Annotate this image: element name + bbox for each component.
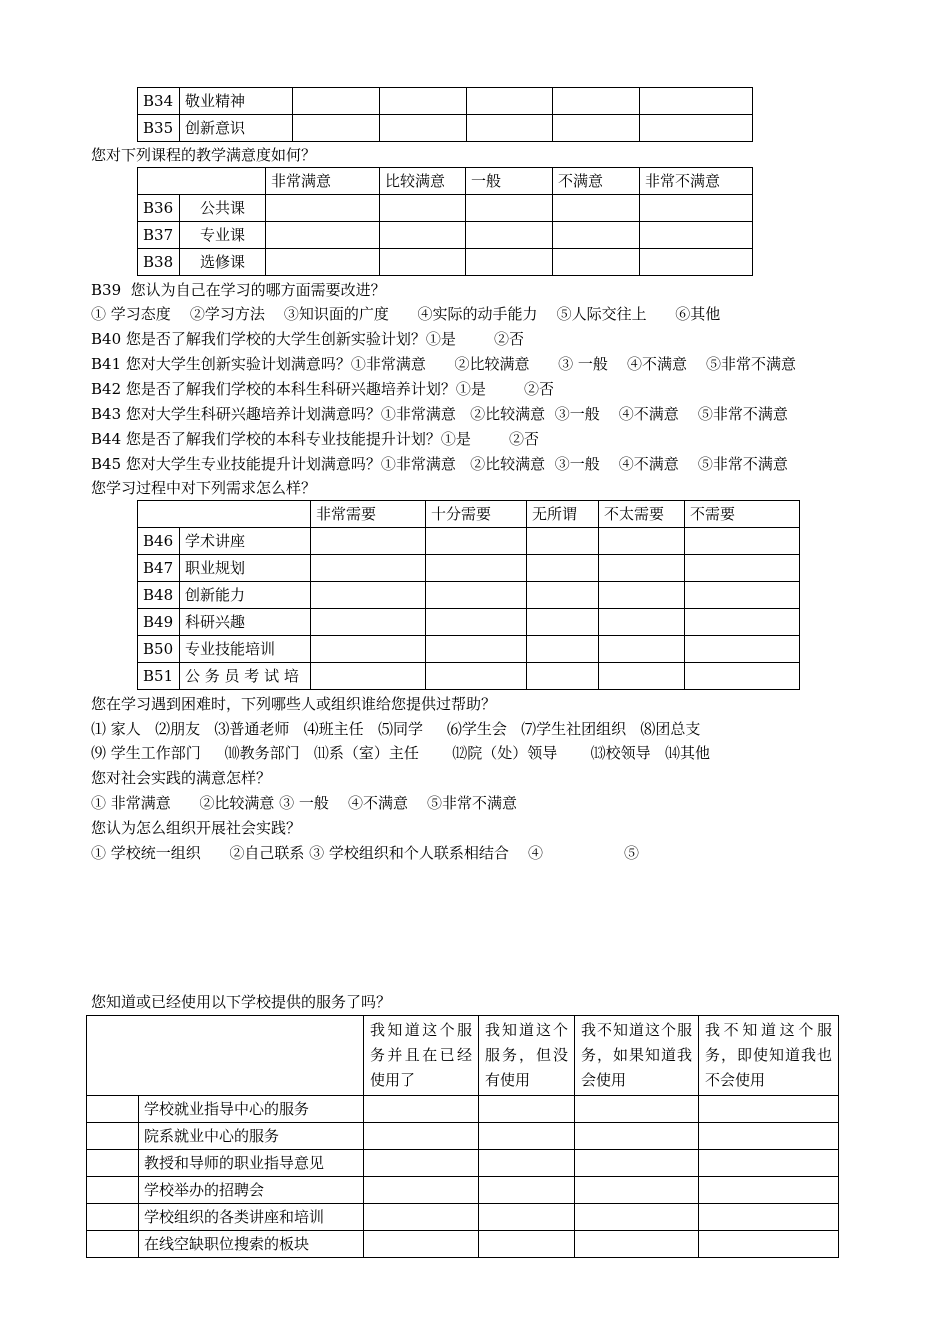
answer-cell[interactable] bbox=[311, 636, 426, 663]
answer-cell[interactable] bbox=[266, 222, 380, 249]
row-code: B50 bbox=[138, 636, 180, 663]
row-code: B38 bbox=[138, 249, 180, 276]
answer-cell[interactable] bbox=[699, 1231, 839, 1258]
answer-cell[interactable] bbox=[364, 1096, 479, 1123]
row-label: 学校就业指导中心的服务 bbox=[139, 1096, 364, 1123]
answer-cell[interactable] bbox=[426, 609, 527, 636]
question-line: B43 您对大学生科研兴趣培养计划满意吗？①非常满意 ②比较满意 ③一般 ④不满意 ⑤非常不满意 bbox=[91, 405, 788, 423]
answer-cell[interactable] bbox=[467, 88, 553, 115]
column-header: 十分需要 bbox=[426, 501, 527, 528]
row-index-blank bbox=[87, 1177, 139, 1204]
header-row bbox=[138, 168, 753, 195]
question-line: ① 学习态度 ②学习方法 ③知识面的广度 ④实际的动手能力 ⑤人际交往上 ⑥其他 bbox=[91, 305, 721, 323]
row-label: 在线空缺职位搜索的板块 bbox=[139, 1231, 364, 1258]
table-row bbox=[138, 88, 753, 115]
question-line: 您认为怎么组织开展社会实践？ bbox=[91, 819, 302, 837]
answer-cell[interactable] bbox=[685, 528, 800, 555]
row-code: B46 bbox=[138, 528, 180, 555]
row-label: 公 务 员 考 试 培 bbox=[180, 663, 311, 690]
answer-cell[interactable] bbox=[479, 1096, 575, 1123]
answer-cell[interactable] bbox=[364, 1123, 479, 1150]
question-line: B40 您是否了解我们学校的大学生创新实验计划？①是 ②否 bbox=[91, 330, 525, 348]
answer-cell[interactable] bbox=[699, 1096, 839, 1123]
answer-cell[interactable] bbox=[575, 1150, 699, 1177]
header-blank bbox=[87, 1016, 364, 1096]
answer-cell[interactable] bbox=[553, 115, 640, 142]
table-row bbox=[87, 1177, 839, 1204]
answer-cell[interactable] bbox=[266, 249, 380, 276]
table-row bbox=[138, 663, 800, 690]
question-line: ① 非常满意 ②比较满意 ③ 一般 ④不满意 ⑤非常不满意 bbox=[91, 794, 518, 812]
answer-cell[interactable] bbox=[527, 555, 599, 582]
answer-cell[interactable] bbox=[575, 1204, 699, 1231]
row-label: 敬业精神 bbox=[180, 88, 293, 115]
row-index-blank bbox=[87, 1231, 139, 1258]
table-qualities bbox=[137, 87, 753, 142]
table-row bbox=[87, 1150, 839, 1177]
question-line: B44 您是否了解我们学校的本科专业技能提升计划？①是 ②否 bbox=[91, 430, 540, 448]
answer-cell[interactable] bbox=[426, 555, 527, 582]
answer-cell[interactable] bbox=[364, 1204, 479, 1231]
row-label: 创新意识 bbox=[180, 115, 293, 142]
row-index-blank bbox=[87, 1150, 139, 1177]
answer-cell[interactable] bbox=[685, 555, 800, 582]
answer-cell[interactable] bbox=[364, 1231, 479, 1258]
answer-cell[interactable] bbox=[479, 1150, 575, 1177]
answer-cell[interactable] bbox=[426, 636, 527, 663]
header-row bbox=[87, 1016, 839, 1096]
row-label: 学术讲座 bbox=[180, 528, 311, 555]
question-line: B39 您认为自己在学习的哪方面需要改进？ bbox=[91, 281, 386, 299]
column-header: 我不知道这个服务，即使知道我也不会使用 bbox=[699, 1016, 839, 1096]
table-row bbox=[138, 115, 753, 142]
question-line: 您在学习遇到困难时，下列哪些人或组织谁给您提供过帮助？ bbox=[91, 695, 497, 713]
answer-cell[interactable] bbox=[599, 555, 685, 582]
row-label: 专业技能培训 bbox=[180, 636, 311, 663]
answer-cell[interactable] bbox=[479, 1204, 575, 1231]
column-header: 非常满意 bbox=[266, 168, 380, 195]
answer-cell[interactable] bbox=[640, 249, 753, 276]
row-code: B51 bbox=[138, 663, 180, 690]
table-row bbox=[138, 582, 800, 609]
row-label: 教授和导师的职业指导意见 bbox=[139, 1150, 364, 1177]
row-label: 学校组织的各类讲座和培训 bbox=[139, 1204, 364, 1231]
row-label: 公共课 bbox=[180, 195, 266, 222]
question-course-satisfaction: 您对下列课程的教学满意度如何？ bbox=[91, 146, 317, 164]
table-row bbox=[138, 609, 800, 636]
column-header: 比较满意 bbox=[380, 168, 466, 195]
answer-cell[interactable] bbox=[553, 222, 640, 249]
row-label: 创新能力 bbox=[180, 582, 311, 609]
question-line: ⑴ 家人 ⑵朋友 ⑶普通老师 ⑷班主任 ⑸同学 ⑹学生会 ⑺学生社团组织 ⑻团总支 bbox=[91, 720, 701, 738]
answer-cell[interactable] bbox=[699, 1177, 839, 1204]
answer-cell[interactable] bbox=[527, 582, 599, 609]
answer-cell[interactable] bbox=[311, 555, 426, 582]
question-line: 您学习过程中对下列需求怎么样？ bbox=[91, 479, 317, 497]
answer-cell[interactable] bbox=[364, 1150, 479, 1177]
row-index-blank bbox=[87, 1123, 139, 1150]
row-label: 院系就业中心的服务 bbox=[139, 1123, 364, 1150]
table-row bbox=[138, 636, 800, 663]
answer-cell[interactable] bbox=[311, 663, 426, 690]
answer-cell[interactable] bbox=[380, 222, 466, 249]
answer-cell[interactable] bbox=[380, 88, 467, 115]
answer-cell[interactable] bbox=[640, 88, 753, 115]
answer-cell[interactable] bbox=[575, 1123, 699, 1150]
answer-cell[interactable] bbox=[599, 663, 685, 690]
answer-cell[interactable] bbox=[527, 528, 599, 555]
answer-cell[interactable] bbox=[640, 195, 753, 222]
question-line: 您对社会实践的满意怎样？ bbox=[91, 769, 272, 787]
answer-cell[interactable] bbox=[466, 249, 553, 276]
answer-cell[interactable] bbox=[479, 1231, 575, 1258]
table-row bbox=[87, 1231, 839, 1258]
answer-cell[interactable] bbox=[640, 115, 753, 142]
answer-cell[interactable] bbox=[553, 195, 640, 222]
row-code: B47 bbox=[138, 555, 180, 582]
answer-cell[interactable] bbox=[426, 528, 527, 555]
question-line: ⑼ 学生工作部门 ⑽教务部门 ⑾系（室）主任 ⑿院（处）领导 ⒀校领导 ⒁其他 bbox=[91, 744, 710, 762]
answer-cell[interactable] bbox=[685, 582, 800, 609]
answer-cell[interactable] bbox=[293, 88, 380, 115]
answer-cell[interactable] bbox=[699, 1204, 839, 1231]
row-label: 学校举办的招聘会 bbox=[139, 1177, 364, 1204]
table-school-services bbox=[86, 1015, 839, 1258]
answer-cell[interactable] bbox=[599, 609, 685, 636]
answer-cell[interactable] bbox=[599, 636, 685, 663]
answer-cell[interactable] bbox=[685, 663, 800, 690]
row-label: 专业课 bbox=[180, 222, 266, 249]
row-code: B48 bbox=[138, 582, 180, 609]
question-school-services: 您知道或已经使用以下学校提供的服务了吗？ bbox=[91, 993, 392, 1011]
row-code: B37 bbox=[138, 222, 180, 249]
table-row bbox=[138, 249, 753, 276]
column-header: 非常不满意 bbox=[640, 168, 753, 195]
answer-cell[interactable] bbox=[380, 195, 466, 222]
column-header: 不需要 bbox=[685, 501, 800, 528]
column-header: 一般 bbox=[466, 168, 553, 195]
table-row bbox=[87, 1123, 839, 1150]
answer-cell[interactable] bbox=[479, 1177, 575, 1204]
header-blank bbox=[138, 501, 311, 528]
answer-cell[interactable] bbox=[466, 195, 553, 222]
row-code: B35 bbox=[138, 115, 180, 142]
column-header: 我知道这个服务并且在已经使用了 bbox=[364, 1016, 479, 1096]
answer-cell[interactable] bbox=[380, 249, 466, 276]
column-header: 不满意 bbox=[553, 168, 640, 195]
table-row bbox=[138, 222, 753, 249]
answer-cell[interactable] bbox=[426, 663, 527, 690]
answer-cell[interactable] bbox=[575, 1177, 699, 1204]
row-label: 科研兴趣 bbox=[180, 609, 311, 636]
table-row bbox=[138, 555, 800, 582]
answer-cell[interactable] bbox=[575, 1096, 699, 1123]
answer-cell[interactable] bbox=[699, 1150, 839, 1177]
answer-cell[interactable] bbox=[364, 1177, 479, 1204]
answer-cell[interactable] bbox=[527, 609, 599, 636]
answer-cell[interactable] bbox=[527, 663, 599, 690]
answer-cell[interactable] bbox=[527, 636, 599, 663]
header-row bbox=[138, 501, 800, 528]
column-header: 我不知道这个服务，如果知道我会使用 bbox=[575, 1016, 699, 1096]
answer-cell[interactable] bbox=[699, 1123, 839, 1150]
column-header: 无所谓 bbox=[527, 501, 599, 528]
answer-cell[interactable] bbox=[575, 1231, 699, 1258]
row-index-blank bbox=[87, 1096, 139, 1123]
column-header: 非常需要 bbox=[311, 501, 426, 528]
answer-cell[interactable] bbox=[266, 195, 380, 222]
table-learning-needs bbox=[137, 500, 800, 690]
row-code: B36 bbox=[138, 195, 180, 222]
question-line: B41 您对大学生创新实验计划满意吗？①非常满意 ②比较满意 ③ 一般 ④不满意 ⑤非常不满意 bbox=[91, 355, 797, 373]
table-row bbox=[87, 1204, 839, 1231]
answer-cell[interactable] bbox=[599, 528, 685, 555]
header-blank bbox=[138, 168, 266, 195]
row-label: 选修课 bbox=[180, 249, 266, 276]
table-course-satisfaction bbox=[137, 167, 753, 276]
row-index-blank bbox=[87, 1204, 139, 1231]
answer-cell[interactable] bbox=[685, 609, 800, 636]
row-code: B49 bbox=[138, 609, 180, 636]
answer-cell[interactable] bbox=[293, 115, 380, 142]
row-label: 职业规划 bbox=[180, 555, 311, 582]
column-header: 不太需要 bbox=[599, 501, 685, 528]
question-line: B45 您对大学生专业技能提升计划满意吗？①非常满意 ②比较满意 ③一般 ④不满意 ⑤非常不满意 bbox=[91, 455, 788, 473]
row-code: B34 bbox=[138, 88, 180, 115]
question-line: B42 您是否了解我们学校的本科生科研兴趣培养计划？①是 ②否 bbox=[91, 380, 555, 398]
answer-cell[interactable] bbox=[466, 222, 553, 249]
answer-cell[interactable] bbox=[311, 582, 426, 609]
table-row bbox=[138, 528, 800, 555]
table-row bbox=[87, 1096, 839, 1123]
column-header: 我知道这个服务，但没有使用 bbox=[479, 1016, 575, 1096]
answer-cell[interactable] bbox=[685, 636, 800, 663]
table-row bbox=[138, 195, 753, 222]
answer-cell[interactable] bbox=[553, 88, 640, 115]
answer-cell[interactable] bbox=[467, 115, 553, 142]
answer-cell[interactable] bbox=[380, 115, 467, 142]
answer-cell[interactable] bbox=[311, 528, 426, 555]
answer-cell[interactable] bbox=[640, 222, 753, 249]
answer-cell[interactable] bbox=[479, 1123, 575, 1150]
answer-cell[interactable] bbox=[311, 609, 426, 636]
question-line: ① 学校统一组织 ②自己联系 ③ 学校组织和个人联系相结合 ④ ⑤ bbox=[91, 844, 640, 862]
answer-cell[interactable] bbox=[426, 582, 527, 609]
answer-cell[interactable] bbox=[599, 582, 685, 609]
answer-cell[interactable] bbox=[553, 249, 640, 276]
